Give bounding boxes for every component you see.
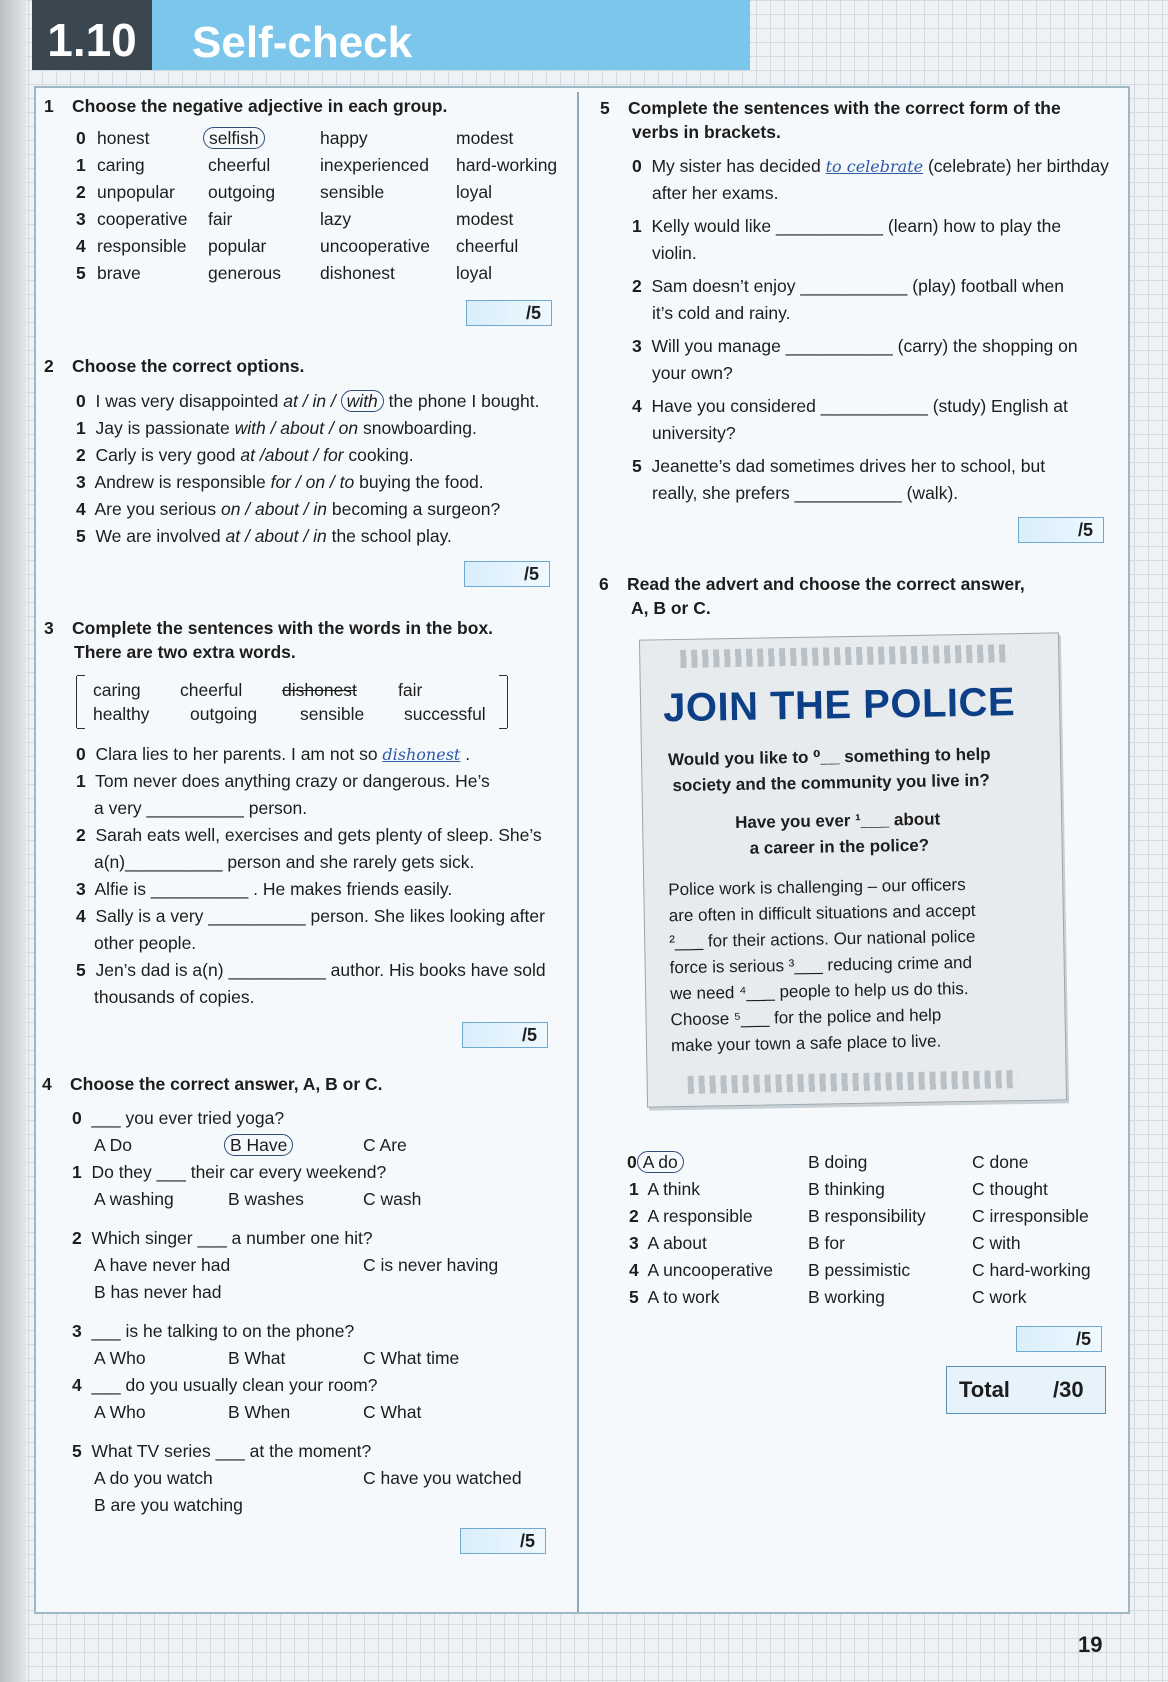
advert-line: Police work is challenging – our officers	[668, 875, 966, 900]
exercise-3-title: 3 Complete the sentences with the words in the box.	[44, 618, 494, 638]
word-box-item: outgoing	[190, 704, 258, 724]
ex6-row-0-c: C done	[972, 1152, 1029, 1172]
advert-line: are often in difficult situations and accept	[668, 900, 976, 926]
word-box-item: fair	[398, 680, 423, 700]
ex6-row-0-a: 0 A do	[627, 1152, 684, 1173]
ex6-row-1-c: C thought	[972, 1179, 1048, 1199]
ex3-item-0: 0 Clara lies to her parents. I am not so dishonest .	[76, 744, 471, 764]
ex6-row-2-a: 2 A responsible	[629, 1206, 753, 1226]
ex1-row-5-w2: generous	[208, 263, 281, 283]
ex5-item-3-line2: your own?	[652, 363, 733, 383]
ex5-item-5-line2: really, she prefers ___________ (walk).	[652, 483, 959, 503]
ex5-item-1-line2: violin.	[652, 243, 697, 263]
advert-headline: JOIN THE POLICE	[662, 680, 1016, 731]
ex6-row-3-b: B for	[808, 1233, 845, 1253]
advert-line: society and the community you live in?	[672, 770, 991, 796]
ex6-row-1-a: 1 A think	[629, 1179, 701, 1199]
total-score-box	[946, 1366, 1106, 1414]
ex2-item-2: 2 Carly is very good at /about / for cooking.	[76, 445, 414, 465]
exercise-6-title-line2: A, B or C.	[631, 598, 711, 618]
ex2-score-box: /5	[464, 561, 550, 587]
ex5-item-0: 0 My sister has decided to celebrate (celebrate) her birthday	[632, 156, 1109, 176]
ex4-q4-optA: A Who	[94, 1402, 146, 1422]
exercise-1-title: 1 Choose the negative adjective in each group.	[44, 96, 448, 116]
ex4-q0-optC: C Are	[363, 1135, 407, 1155]
section-number: 1.10	[32, 0, 152, 70]
ex4-q5-optA: A do you watch	[94, 1468, 213, 1488]
advert-line: Would you like to ⁰__ something to help	[667, 744, 991, 770]
ex1-row-3-w3: lazy	[320, 209, 352, 229]
ex1-row-1-w4: hard-working	[456, 155, 558, 175]
word-box-item: cheerful	[180, 680, 243, 700]
ex3-score-box: /5	[462, 1022, 548, 1048]
book-spine	[0, 0, 26, 1682]
advert-line: Have you ever ¹___ about	[734, 809, 941, 833]
ex3-item-3: 3 Alfie is __________ . He makes friends easily.	[76, 879, 453, 899]
ex4-q0: 0 ___ you ever tried yoga?	[72, 1108, 285, 1128]
ex6-row-5-a: 5 A to work	[629, 1287, 720, 1307]
ex6-score-box: /5	[1016, 1326, 1102, 1352]
ex2-item-4: 4 Are you serious on / about / in becoming a surgeon?	[76, 499, 501, 519]
word-box-item: healthy	[93, 704, 150, 724]
ex1-row-5-w1: brave	[97, 263, 141, 283]
advert-line: a career in the police?	[749, 835, 930, 858]
ex1-row-0-w1: honest	[97, 128, 150, 148]
ex4-q4: 4 ___ do you usually clean your room?	[72, 1375, 378, 1395]
advert-line: make your town a safe place to live.	[670, 1031, 942, 1056]
ex1-row-2-w1: unpopular	[97, 182, 175, 202]
ex4-q0-optA: A Do	[94, 1135, 132, 1155]
ex1-row-2-w3: sensible	[320, 182, 385, 202]
ex6-row-2-c: C irresponsible	[972, 1206, 1089, 1226]
ex1-row-0-w4: modest	[456, 128, 514, 148]
advert-line: ²___ for their actions. Our national police	[669, 926, 976, 952]
ex1-row-4-w4: cheerful	[456, 236, 519, 256]
ex6-row-5-b: B working	[808, 1287, 885, 1307]
ex1-row-1-w3: inexperienced	[320, 155, 429, 175]
ex4-q3-optB: B What	[228, 1348, 286, 1368]
ex4-q1-optB: B washes	[228, 1189, 304, 1209]
ex1-row-3-w1: cooperative	[97, 209, 188, 229]
ex4-q3-optC: C What time	[363, 1348, 460, 1368]
ex1-row-2-num: 2	[76, 182, 86, 202]
ex5-item-4: 4 Have you considered ___________ (study) English at	[632, 396, 1068, 416]
ex1-row-0-w3: happy	[320, 128, 368, 148]
ex6-row-3-c: C with	[972, 1233, 1021, 1253]
ex4-q2-optB: B has never had	[94, 1282, 222, 1302]
ex1-row-0-w2	[203, 128, 265, 149]
ex3-item-5: 5 Jen’s dad is a(n) __________ author. His books have sold	[76, 960, 546, 980]
advert-bottom-stripe	[688, 1070, 1018, 1094]
ex1-row-0-num: 0	[76, 128, 86, 148]
ex3-item-2-line2: a(n)__________ person and she rarely gets sick.	[94, 852, 475, 872]
ex1-row-4-w1: responsible	[97, 236, 187, 256]
selected-answer-circle: with	[341, 390, 384, 412]
ex4-q1: 1 Do they ___ their car every weekend?	[72, 1162, 387, 1182]
example-answer: to celebrate	[825, 157, 924, 176]
total-label: Total	[959, 1377, 1010, 1402]
ex6-row-4-b: B pessimistic	[808, 1260, 911, 1280]
ex1-row-1-num: 1	[76, 155, 86, 175]
ex5-item-5: 5 Jeanette’s dad sometimes drives her to school, but	[632, 456, 1046, 476]
ex1-row-2-w2: outgoing	[208, 182, 276, 202]
word-box-item: successful	[404, 704, 486, 724]
advert-line: force is serious ³___ reducing crime and	[669, 952, 973, 978]
selected-answer-circle: selfish	[203, 127, 265, 149]
ex1-row-4-num: 4	[76, 236, 86, 256]
ex5-item-0-line2: after her exams.	[652, 183, 779, 203]
ex6-row-2-b: B responsibility	[808, 1206, 926, 1226]
ex1-row-1-w1: caring	[97, 155, 145, 175]
ex1-row-3-w4: modest	[456, 209, 514, 229]
ex1-score-box: /5	[466, 300, 552, 326]
page-number: 19	[1078, 1632, 1103, 1657]
ex4-q4-optB: B When	[228, 1402, 291, 1422]
ex5-item-3: 3 Will you manage ___________ (carry) the shopping on	[632, 336, 1078, 356]
advert-line: we need ⁴___ people to help us do this.	[669, 979, 969, 1004]
ex1-row-3-num: 3	[76, 209, 86, 229]
ex5-score-box: /5	[1018, 517, 1104, 543]
ex2-item-5: 5 We are involved at / about / in the school play.	[76, 526, 452, 546]
exercise-5-title-line2: verbs in brackets.	[632, 122, 781, 142]
ex4-q3: 3 ___ is he talking to on the phone?	[72, 1321, 355, 1341]
word-box-item-used: dishonest	[282, 680, 357, 700]
ex3-item-5-line2: thousands of copies.	[94, 987, 255, 1007]
police-advert	[639, 632, 1067, 1107]
word-box-item: caring	[93, 680, 141, 700]
ex1-row-4-w2: popular	[208, 236, 267, 256]
section-title: Self-check	[192, 18, 413, 67]
column-divider	[577, 92, 579, 1612]
ex5-item-1: 1 Kelly would like ___________ (learn) how to play the	[632, 216, 1062, 236]
ex3-item-1-line2: a very __________ person.	[94, 798, 308, 818]
ex4-q1-optA: A washing	[94, 1189, 174, 1209]
advert-top-stripe	[680, 644, 1010, 668]
ex6-row-5-c: C work	[972, 1287, 1027, 1307]
exercise-4-title: 4 Choose the correct answer, A, B or C.	[42, 1074, 383, 1094]
ex4-q1-optC: C wash	[363, 1189, 422, 1209]
ex6-row-3-a: 3 A about	[629, 1233, 707, 1253]
ex1-row-4-w3: uncooperative	[320, 236, 430, 256]
selected-answer-circle: A do	[637, 1151, 684, 1173]
ex1-row-3-w2: fair	[208, 209, 233, 229]
ex1-row-1-w2: cheerful	[208, 155, 271, 175]
exercise-5-title: 5 Complete the sentences with the correct form of the	[600, 98, 1061, 118]
ex4-q2: 2 Which singer ___ a number one hit?	[72, 1228, 373, 1248]
ex5-item-4-line2: university?	[652, 423, 736, 443]
ex1-row-5-w3: dishonest	[320, 263, 395, 283]
ex1-row-5-num: 5	[76, 263, 86, 283]
ex2-item-0: 0 I was very disappointed at / in / with the phone I bought.	[76, 391, 540, 411]
ex4-q4-optC: C What	[363, 1402, 422, 1422]
ex4-q2-optA: A have never had	[94, 1255, 231, 1275]
ex4-q5-optB: B are you watching	[94, 1495, 243, 1515]
ex3-item-4: 4 Sally is a very __________ person. She likes looking after	[76, 906, 545, 926]
ex4-q5-optC: C have you watched	[363, 1468, 522, 1488]
section-header	[32, 0, 750, 70]
ex6-row-4-c: C hard-working	[972, 1260, 1091, 1280]
ex5-item-2: 2 Sam doesn’t enjoy ___________ (play) football when	[632, 276, 1065, 296]
word-box-item: sensible	[300, 704, 365, 724]
exercise-2-title: 2 Choose the correct options.	[44, 356, 305, 376]
ex2-item-1: 1 Jay is passionate with / about / on snowboarding.	[76, 418, 477, 438]
ex6-row-0-b: B doing	[808, 1152, 868, 1172]
ex4-q3-optA: A Who	[94, 1348, 146, 1368]
ex6-row-4-a: 4 A uncooperative	[629, 1260, 774, 1280]
total-value: /30	[1053, 1377, 1084, 1402]
ex4-q2-optC: C is never having	[363, 1255, 499, 1275]
ex6-row-1-b: B thinking	[808, 1179, 885, 1199]
ex3-item-2: 2 Sarah eats well, exercises and gets plenty of sleep. She’s	[76, 825, 542, 845]
ex1-row-2-w4: loyal	[456, 182, 492, 202]
ex3-item-4-line2: other people.	[94, 933, 197, 953]
ex4-q5: 5 What TV series ___ at the moment?	[72, 1441, 372, 1461]
ex2-item-3: 3 Andrew is responsible for / on / to buying the food.	[76, 472, 484, 492]
example-answer: dishonest	[382, 745, 461, 764]
advert-line: Choose ⁵___ for the police and help	[670, 1005, 942, 1030]
ex4-score-box: /5	[460, 1528, 546, 1554]
exercise-3-title-line2: There are two extra words.	[74, 642, 296, 662]
selected-answer-circle: B Have	[224, 1134, 293, 1156]
exercise-6-title: 6 Read the advert and choose the correct answer,	[599, 574, 1025, 594]
ex5-item-2-line2: it’s cold and rainy.	[652, 303, 791, 323]
ex1-row-5-w4: loyal	[456, 263, 492, 283]
ex3-item-1: 1 Tom never does anything crazy or dangerous. He’s	[76, 771, 490, 791]
ex4-q0-optB	[224, 1135, 293, 1156]
